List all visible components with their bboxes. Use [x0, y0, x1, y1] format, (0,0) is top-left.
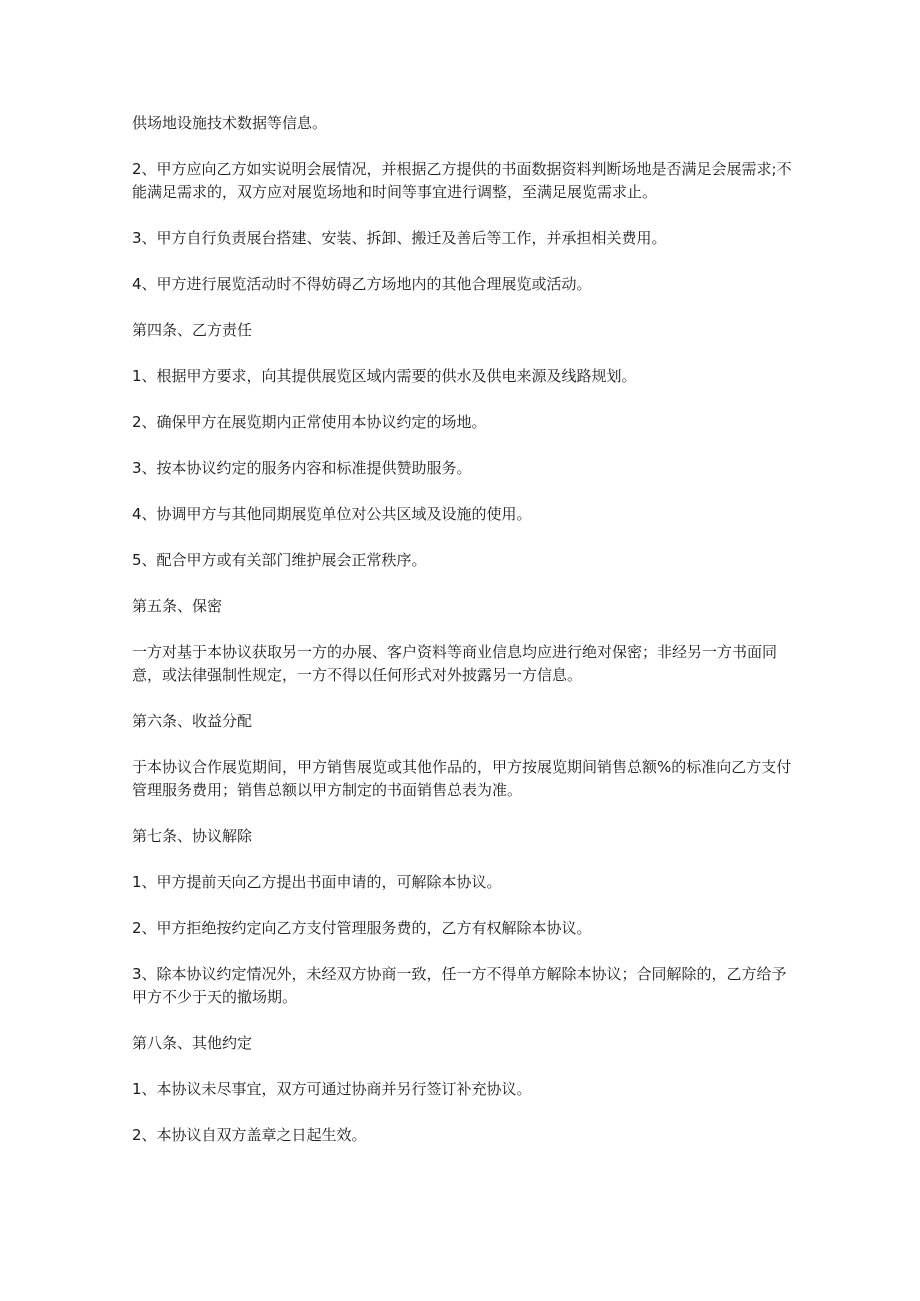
clause-6-body: 于本协议合作展览期间，甲方销售展览或其他作品的，甲方按展览期间销售总额%的标准向乙方支付管理服务费用；销售总额以甲方制定的书面销售总表为准。 — [132, 758, 792, 799]
clause-6-heading: 第六条、收益分配 — [132, 712, 253, 730]
clause-7-item-1: 1、甲方提前天向乙方提出书面申请的，可解除本协议。 — [132, 873, 502, 891]
clause-4-item-2: 2、确保甲方在展览期内正常使用本协议约定的场地。 — [132, 413, 487, 431]
clause-3-item-3: 3、甲方自行负责展台搭建、安装、拆卸、搬迁及善后等工作，并承担相关费用。 — [132, 229, 667, 247]
clause-3-item-4: 4、甲方进行展览活动时不得妨碍乙方场地内的其他合理展览或活动。 — [132, 275, 592, 293]
clause-4-item-5: 5、配合甲方或有关部门维护展会正常秩序。 — [132, 551, 427, 569]
clause-8-heading: 第八条、其他约定 — [132, 1034, 253, 1052]
clause-8-item-2: 2、本协议自双方盖章之日起生效。 — [132, 1126, 367, 1144]
clause-7-item-3: 3、除本协议约定情况外，未经双方协商一致，任一方不得单方解除本协议；合同解除的，乙方给予甲方不少于天的撤场期。 — [132, 965, 787, 1006]
clause-7-heading: 第七条、协议解除 — [132, 827, 253, 845]
clause-5-heading: 第五条、保密 — [132, 597, 223, 615]
clause-4-heading: 第四条、乙方责任 — [132, 321, 253, 339]
clause-4-item-4: 4、协调甲方与其他同期展览单位对公共区域及设施的使用。 — [132, 505, 532, 523]
clause-4-item-3: 3、按本协议约定的服务内容和标准提供赞助服务。 — [132, 459, 472, 477]
clause-7-item-2: 2、甲方拒绝按约定向乙方支付管理服务费的，乙方有权解除本协议。 — [132, 919, 592, 937]
clause-4-item-1: 1、根据甲方要求，向其提供展览区域内需要的供水及供电来源及线路规划。 — [132, 367, 637, 385]
document-body — [132, 112, 792, 1170]
clause-3-item-2: 2、甲方应向乙方如实说明会展情况，并根据乙方提供的书面数据资料判断场地是否满足会展需求;不能满足需求的，双方应对展览场地和时间等事宜进行调整，至满足展览需求止。 — [132, 160, 792, 201]
clause-5-body: 一方对基于本协议获取另一方的办展、客户资料等商业信息均应进行绝对保密；非经另一方书面同意，或法律强制性规定，一方不得以任何形式对外披露另一方信息。 — [132, 643, 778, 684]
clause-8-item-1: 1、本协议未尽事宜，双方可通过协商并另行签订补充协议。 — [132, 1080, 532, 1098]
paragraph-continuation: 供场地设施技术数据等信息。 — [132, 114, 328, 132]
